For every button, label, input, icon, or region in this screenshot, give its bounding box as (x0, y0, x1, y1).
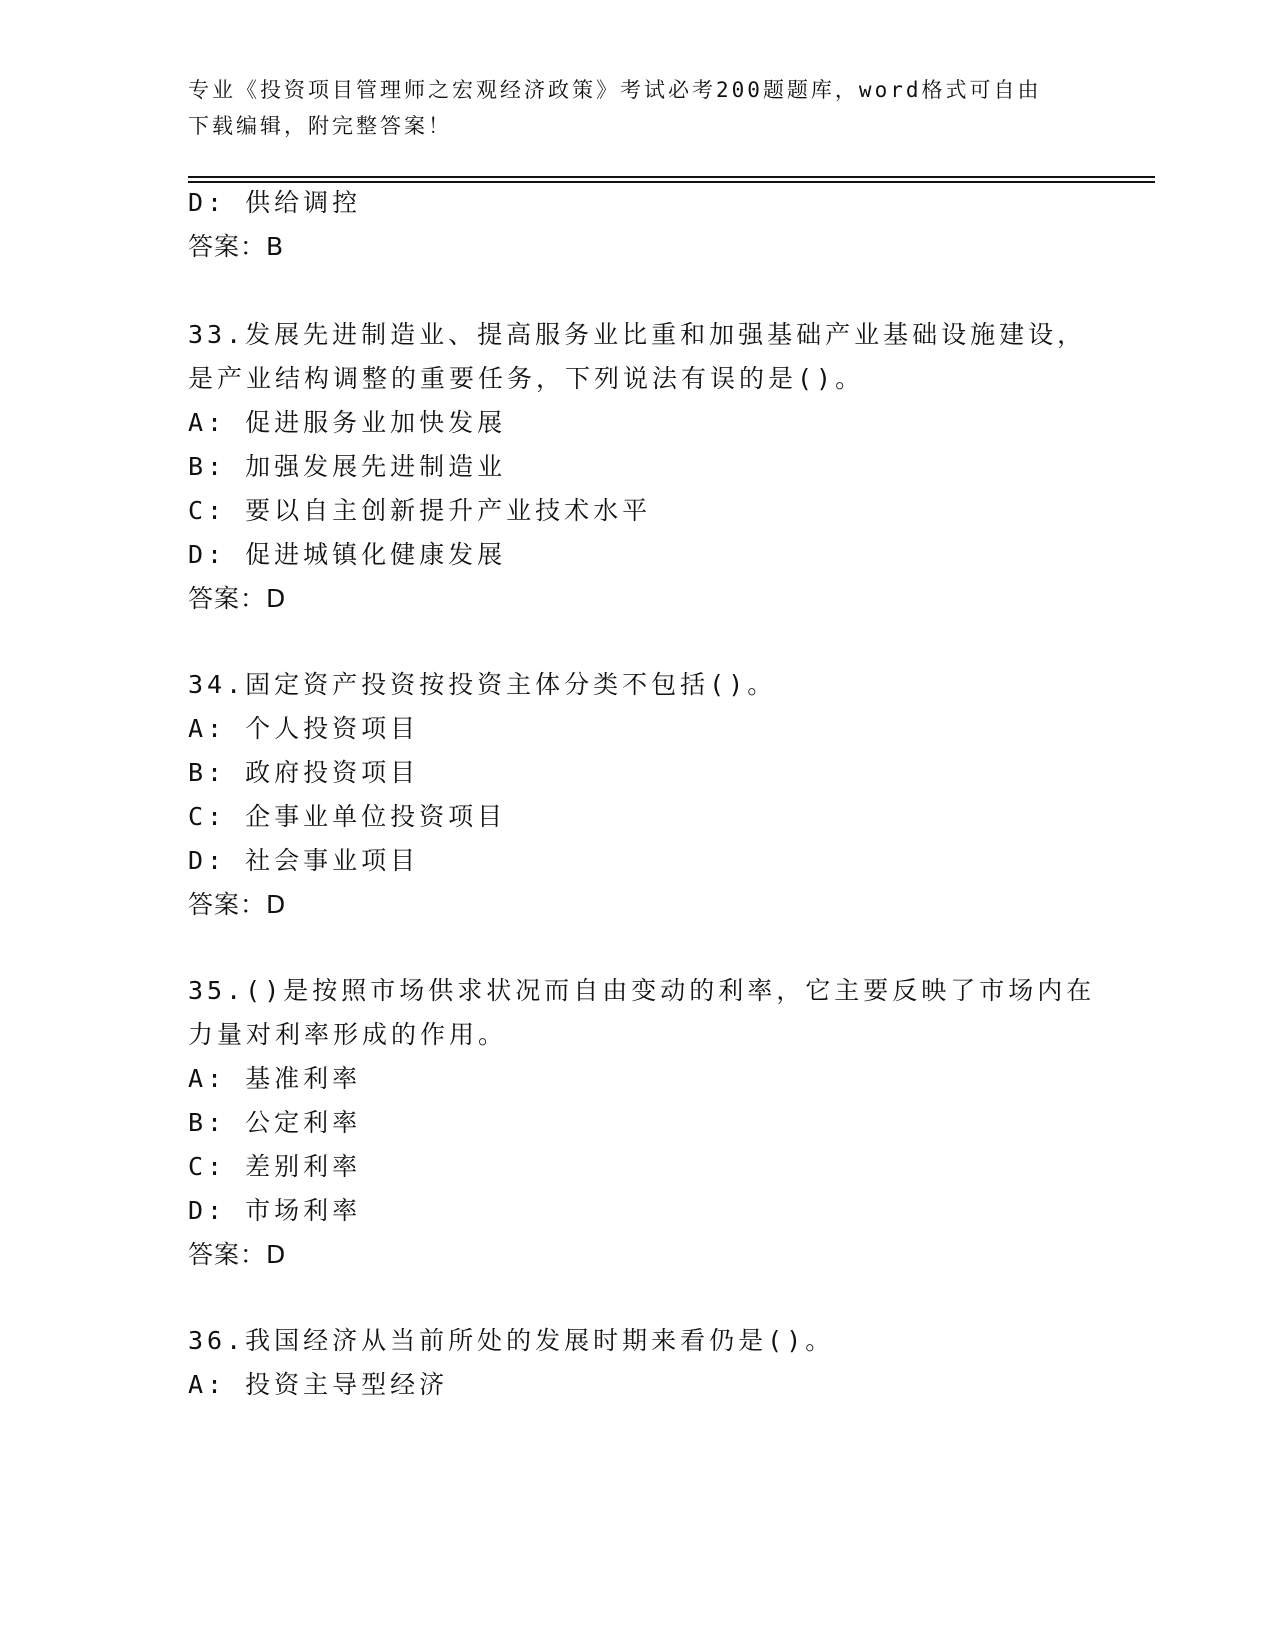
header-divider-bottom (188, 181, 1155, 183)
question-35-answer: 答案：D (188, 1240, 287, 1269)
header-title-line-2: 下载编辑，附完整答案！ (188, 114, 452, 138)
question-34-option-d: D: 社会事业项目 (188, 846, 420, 875)
question-35-option-a: A: 基准利率 (188, 1064, 362, 1093)
option-d: D: 供给调控 (188, 188, 362, 217)
question-35-option-c: C: 差别利率 (188, 1152, 362, 1181)
header-divider-top (188, 176, 1155, 178)
question-33-option-b: B: 加强发展先进制造业 (188, 452, 507, 481)
document-header (188, 72, 1088, 144)
question-35-stem: 35.()是按照市场供求状况而自由变动的利率，它主要反映了市场内在 (188, 976, 1096, 1005)
question-33-stem-cont: 是产业结构调整的重要任务，下列说法有误的是()。 (188, 364, 865, 393)
question-35-stem-cont: 力量对利率形成的作用。 (188, 1020, 508, 1049)
question-33-option-a: A: 促进服务业加快发展 (188, 408, 507, 437)
header-title-line-1: 专业《投资项目管理师之宏观经济政策》考试必考200题题库，word格式可自由 (188, 78, 1042, 102)
question-35-option-b: B: 公定利率 (188, 1108, 362, 1137)
question-35-option-d: D: 市场利率 (188, 1196, 362, 1225)
question-34-answer: 答案：D (188, 890, 287, 919)
question-36-stem: 36.我国经济从当前所处的发展时期来看仍是()。 (188, 1326, 835, 1355)
question-36-option-a: A: 投资主导型经济 (188, 1370, 449, 1399)
question-33-option-d: D: 促进城镇化健康发展 (188, 540, 507, 569)
question-33-option-c: C: 要以自主创新提升产业技术水平 (188, 496, 652, 525)
question-34-option-b: B: 政府投资项目 (188, 758, 420, 787)
question-33-answer: 答案：D (188, 584, 287, 613)
question-34-option-c: C: 企事业单位投资项目 (188, 802, 507, 831)
question-33-stem: 33.发展先进制造业、提高服务业比重和加强基础产业基础设施建设， (188, 320, 1087, 349)
question-34-stem: 34.固定资产投资按投资主体分类不包括()。 (188, 670, 777, 699)
question-34-option-a: A: 个人投资项目 (188, 714, 420, 743)
answer-line: 答案：B (188, 232, 285, 261)
